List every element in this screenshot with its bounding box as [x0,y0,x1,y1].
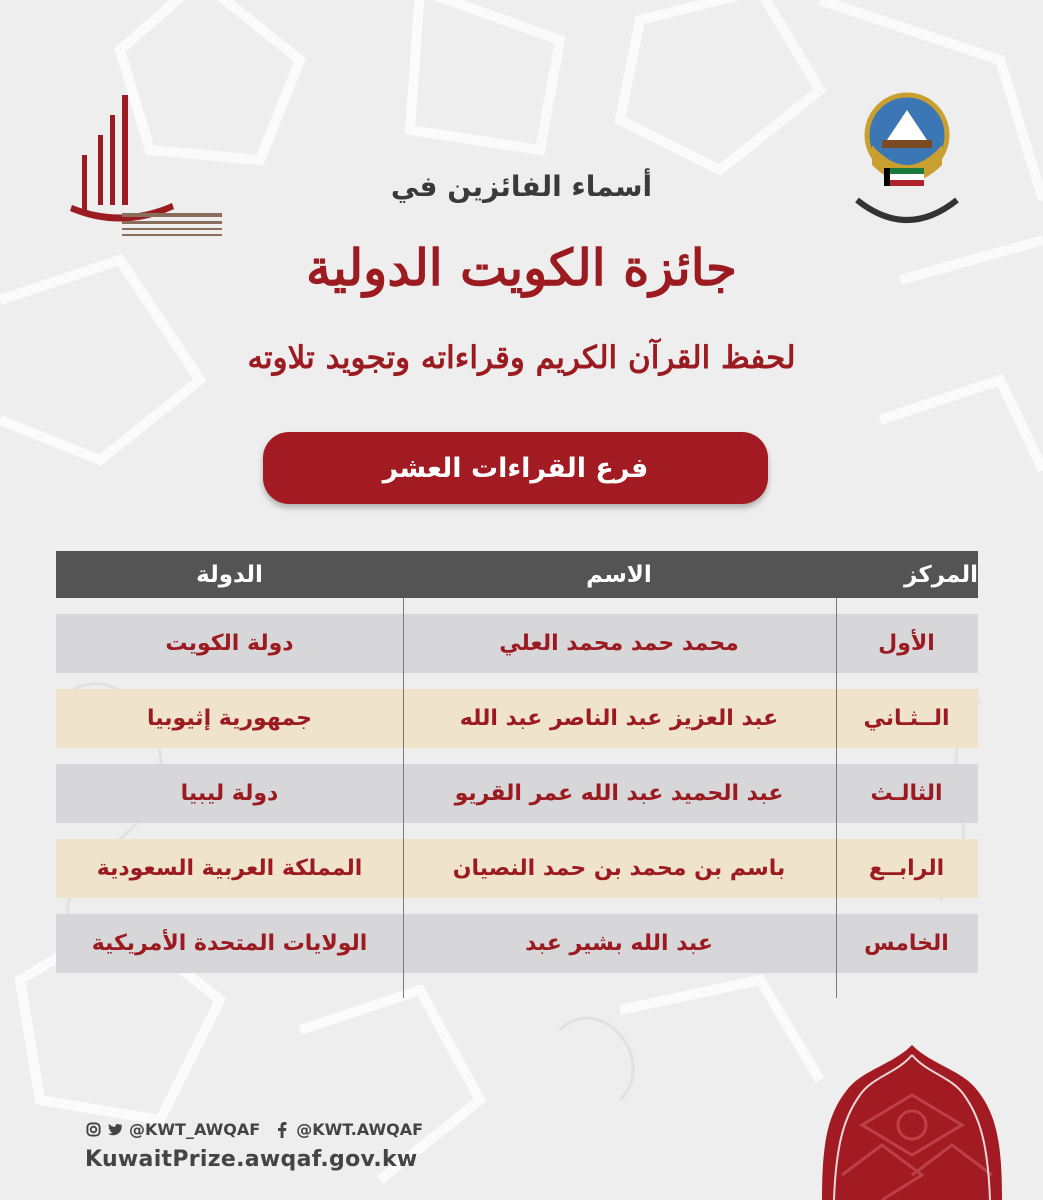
table-row [56,689,978,748]
country-cell: دولة ليبيا [180,781,279,806]
award-subtitle: لحفظ القرآن الكريم وقراءاته وتجويد تلاوته [247,340,796,376]
header-country: الدولة [196,561,263,588]
rank-cell: الخامس [864,931,949,956]
name-cell: عبد الحميد عبد الله عمر القريو [454,781,784,806]
website-url[interactable]: KuwaitPrize.awqaf.gov.kw [85,1147,418,1172]
table-header [56,551,978,598]
country-cell: دولة الكويت [165,631,294,656]
award-title: جائزة الكويت الدولية [306,238,737,297]
social-handles [85,1120,423,1139]
rank-cell: الرابــع [868,856,945,881]
name-cell: عبد الله بشير عبد [525,931,713,956]
country-cell: جمهورية إثيوبيا [147,706,312,731]
decorative-ornament [822,1045,1002,1200]
facebook-handle[interactable]: @KWT.AWQAF [296,1120,424,1139]
header-rank: المركز [904,561,978,588]
header-name: الاسم [586,561,652,588]
table-row [56,914,978,973]
twitter-icon[interactable] [107,1122,123,1138]
rank-cell: الثالـث [870,781,943,806]
twitter-instagram-handle[interactable]: @KWT_AWQAF [129,1120,261,1139]
name-cell: باسم بن محمد بن حمد النصيان [452,856,786,881]
instagram-icon[interactable] [85,1122,101,1138]
heading: أسماء الفائزين في [390,170,653,203]
table-row [56,839,978,898]
branch-title: فرع القراءات العشر [382,452,649,484]
name-cell: محمد حمد محمد العلي [499,631,739,656]
rank-cell: الأول [878,631,935,656]
name-cell: عبد العزيز عبد الناصر عبد الله [459,706,779,731]
table-row [56,764,978,823]
winners-table [56,551,978,973]
ministry-emblem [852,90,962,240]
column-divider [836,598,837,998]
table-row [56,614,978,673]
country-cell: المملكة العربية السعودية [96,856,363,881]
column-divider [403,598,404,998]
country-cell: الولايات المتحدة الأمريكية [91,931,368,956]
branch-title-bar [263,432,768,504]
facebook-icon[interactable] [274,1122,290,1138]
rank-cell: الــثـاني [863,706,950,731]
prize-logo [62,95,227,255]
